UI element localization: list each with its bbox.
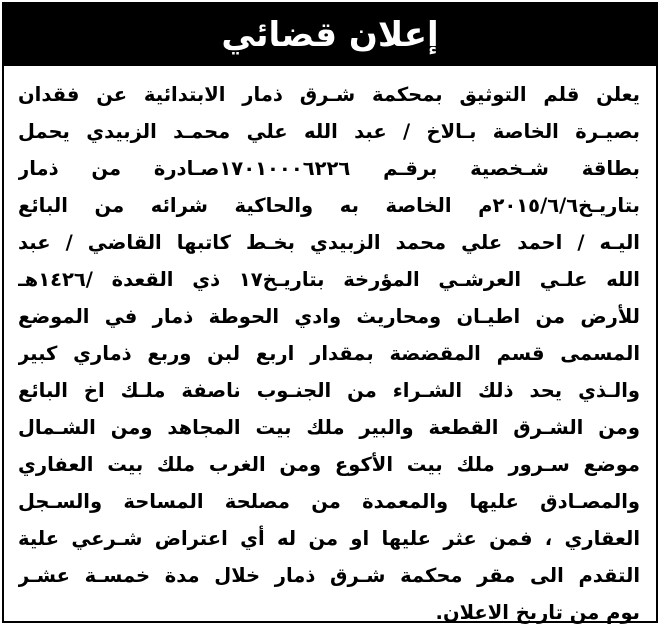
notice-line: التقدم الى مقر محكمة شـرق ذمار خلال مدة خمسـة عشـر xyxy=(18,564,640,587)
notice-line: والـذي يحد ذلك الشـراء من الجنـوب ناصفة ملـك اخ البائع xyxy=(18,379,640,402)
notice-line: يعلن قلم التوثيق بمحكمة شـرق ذمار الابتدائية عن فقدان xyxy=(18,83,640,106)
notice-header xyxy=(4,4,656,66)
notice-body xyxy=(18,76,640,624)
notice-line: ومن الشـرق القطعة والبير ملك بيت المجاهد ومن الشـمال xyxy=(18,416,640,439)
notice-line: والمصـادق عليها والمعمدة من مصلحة المساحة والسـجل xyxy=(18,490,640,513)
notice-line: الله علـي العرشـي المؤرخة بتاريـخ١٧ ذي القعدة /١٤٢٦هـ xyxy=(18,268,640,291)
notice-line: بتاريـخ٢٠١٥/٦/٦م الخاصة به والحاكية شرائه من البائع xyxy=(18,194,640,217)
notice-line: للأرض من اطيـان ومحاريث وادي الحوطة ذمار في الموضع xyxy=(18,305,640,328)
notice-line: بطاقة شـخصية برقـم ١٧٠١٠٠٠٦٢٢٦صـادرة من ذمار xyxy=(18,157,640,180)
notice-line-last: يوم من تاريخ الاعلان. xyxy=(435,601,640,624)
judicial-notice xyxy=(2,2,658,623)
notice-line: بصيـرة الخاصة بـالاخ / عبد الله علي محمـد الزبيدي يحمل xyxy=(18,120,640,143)
notice-title: إعلان قضائي xyxy=(221,15,439,55)
notice-line: موضع سـرور ملك بيت الأكوع ومن الغرب ملك بيت العفاري xyxy=(18,453,640,476)
notice-line: المسمى قسم المقضضة بمقدار اربع لبن وربع ذماري كبير xyxy=(18,342,640,365)
notice-line: اليـه / احمد علي محمد الزبيدي بخـط كاتبها القاضي / عبد xyxy=(18,231,640,254)
notice-line: العقاري ، فمن عثر عليها او من له أي اعتراض شـرعي علية xyxy=(18,527,640,550)
